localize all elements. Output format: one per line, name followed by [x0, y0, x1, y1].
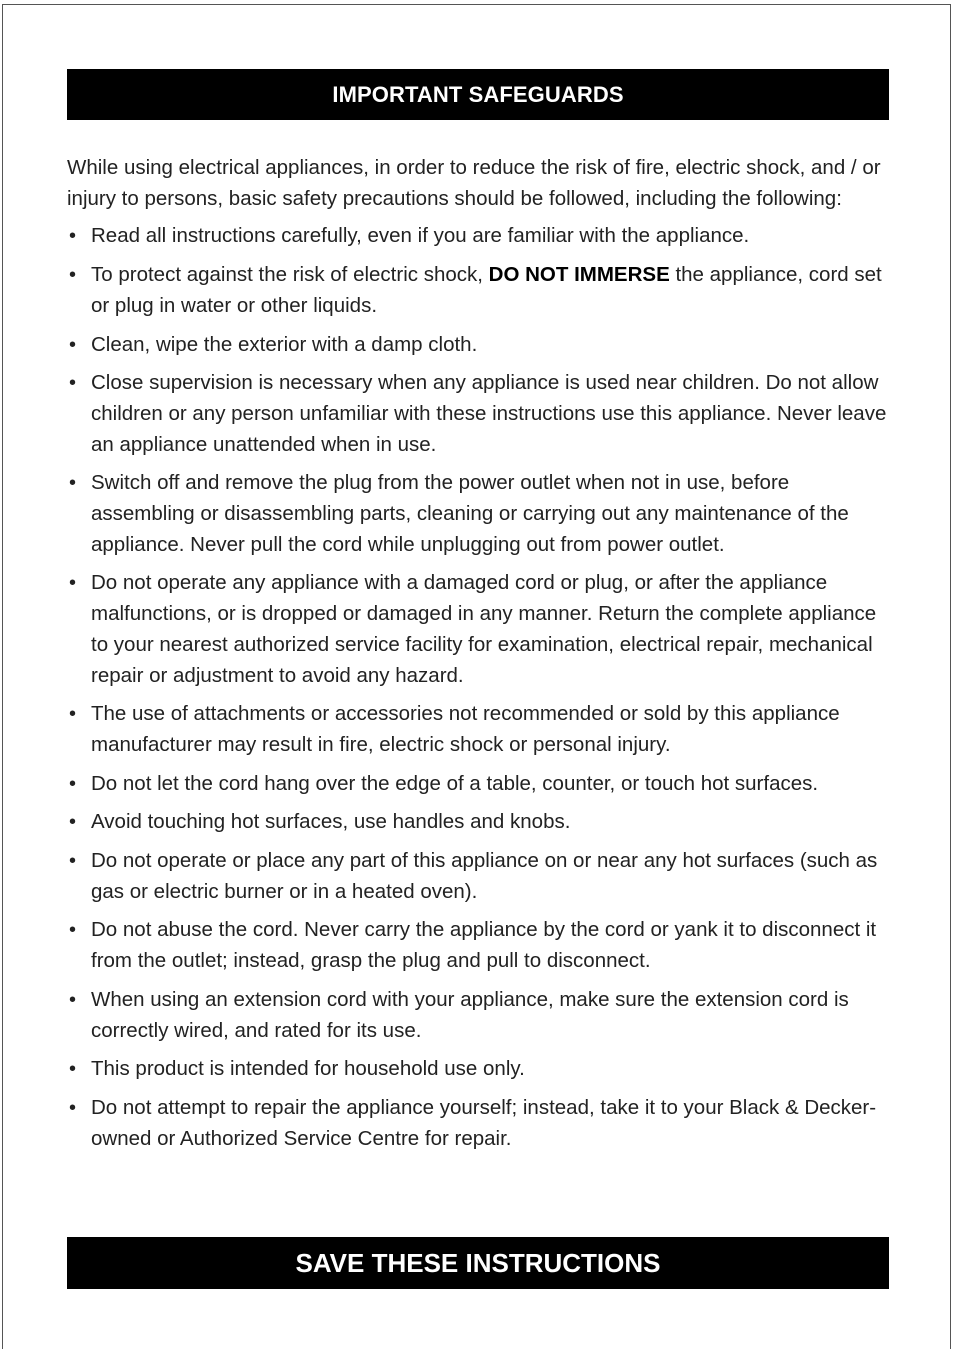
item-text: Do not attempt to repair the appliance yourself; instead, take it to your Black & Decker-owned or Authorized Service Centre for repair.	[91, 1095, 877, 1150]
item-text: This product is intended for household use only.	[91, 1057, 525, 1081]
item-text: Do not operate or place any part of this appliance on or near any hot surfaces (such as gas or electric burner or in a heated oven).	[91, 849, 878, 903]
list-item	[67, 985, 889, 1046]
list-item	[67, 1054, 889, 1085]
item-text: Do not abuse the cord. Never carry the appliance by the cord or yank it to disconnect it from the outlet; instead, grasp the plug and pull to disconnect.	[91, 918, 877, 973]
bullet-icon: •	[69, 1058, 77, 1081]
item-text: Do not operate any appliance with a damaged cord or plug, or after the appliance malfunctions, or is dropped or damaged in any manner. Return the complete appliance to your nearest authorized service facility for examination, electrical repair, mechanical repair or adjustment to avoid any hazard.	[91, 571, 877, 687]
list-item	[67, 468, 889, 560]
list-item	[67, 568, 889, 691]
item-text: Close supervision is necessary when any appliance is used near children. Do not allow children or any person unfamiliar with these instructions use this appliance. Never leave an appliance unattended when in use.	[91, 371, 887, 456]
list-item	[67, 368, 889, 460]
item-text: Clean, wipe the exterior with a damp cloth.	[91, 332, 478, 356]
header-banner	[67, 69, 889, 120]
bullet-icon: •	[69, 264, 77, 287]
bullet-icon: •	[69, 472, 77, 495]
list-item	[67, 846, 889, 907]
item-text: Read all instructions carefully, even if you are familiar with the appliance.	[91, 224, 750, 248]
bullet-icon: •	[69, 572, 77, 595]
item-text: Do not let the cord hang over the edge of a table, counter, or touch hot surfaces.	[91, 771, 819, 795]
item-text: When using an extension cord with your appliance, make sure the extension cord is correctly wired, and rated for its use.	[91, 987, 849, 1042]
bullet-icon: •	[69, 372, 77, 395]
list-item	[67, 769, 889, 800]
list-item	[67, 1093, 889, 1154]
item-text: Avoid touching hot surfaces, use handles and knobs.	[91, 810, 571, 834]
list-item	[67, 915, 889, 976]
item-text: Switch off and remove the plug from the power outlet when not in use, before assembling or disassembling parts, cleaning or carrying out any maintenance of the appliance. Never pull the cord while unplugging out from power outlet.	[91, 471, 849, 556]
list-item	[67, 807, 889, 838]
bullet-icon: •	[69, 703, 77, 726]
list-item	[67, 699, 889, 760]
bullet-icon: •	[69, 772, 77, 795]
item-text-post: the appliance, cord set or plug in water or other liquids.	[91, 263, 882, 317]
bullet-icon: •	[69, 333, 77, 356]
footer-title: SAVE THESE INSTRUCTIONS	[295, 1247, 661, 1278]
list-item	[67, 221, 889, 252]
safeguard-list	[67, 221, 889, 1154]
bullet-icon: •	[69, 811, 77, 834]
bullet-icon: •	[69, 225, 77, 248]
safeguards-content	[67, 153, 889, 1162]
list-item	[67, 330, 889, 361]
bullet-icon: •	[69, 1096, 77, 1119]
item-text-pre: To protect against the risk of electric shock,	[91, 263, 489, 287]
bullet-icon: •	[69, 988, 77, 1011]
item-text: The use of attachments or accessories not recommended or sold by this appliance manufacturer may result in fire, electric shock or personal injury.	[91, 702, 840, 756]
item-text-bold: DO NOT IMMERSE	[488, 263, 670, 287]
bullet-icon: •	[69, 850, 77, 873]
bullet-icon: •	[69, 919, 77, 942]
footer-banner	[67, 1237, 889, 1289]
list-item	[67, 260, 889, 321]
header-title: IMPORTANT SAFEGUARDS	[332, 81, 624, 107]
intro-paragraph: While using electrical appliances, in order to reduce the risk of fire, electric shock, and / or injury to persons, basic safety precautions should be followed, including the following:	[67, 156, 881, 210]
